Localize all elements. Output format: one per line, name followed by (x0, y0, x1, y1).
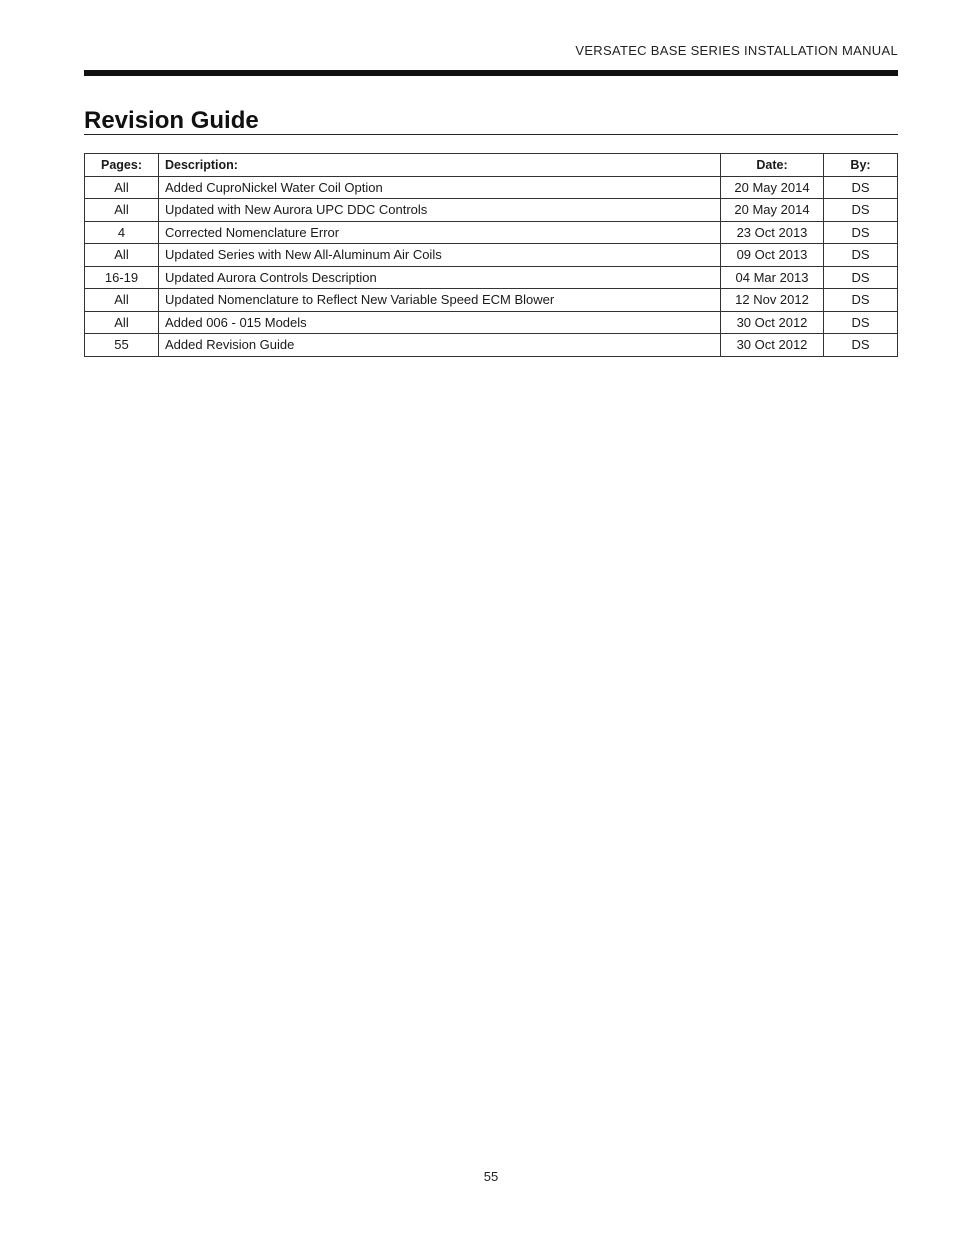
table-row (85, 244, 898, 267)
cell-pages: All (85, 311, 159, 334)
cell-by: DS (824, 176, 898, 199)
title-rule (84, 134, 898, 135)
cell-date: 20 May 2014 (721, 199, 824, 222)
cell-description: Updated Nomenclature to Reflect New Variable Speed ECM Blower (159, 289, 721, 312)
cell-description: Added CuproNickel Water Coil Option (159, 176, 721, 199)
cell-by: DS (824, 311, 898, 334)
cell-date: 30 Oct 2012 (721, 311, 824, 334)
column-header-date: Date: (721, 154, 824, 177)
cell-date: 09 Oct 2013 (721, 244, 824, 267)
cell-date: 04 Mar 2013 (721, 266, 824, 289)
cell-description: Added Revision Guide (159, 334, 721, 357)
cell-description: Updated with New Aurora UPC DDC Controls (159, 199, 721, 222)
cell-pages: All (85, 199, 159, 222)
cell-by: DS (824, 244, 898, 267)
table-header-row (85, 154, 898, 177)
cell-by: DS (824, 199, 898, 222)
table-row (85, 334, 898, 357)
cell-by: DS (824, 334, 898, 357)
page-number: 55 (483, 1169, 499, 1184)
cell-description: Added 006 - 015 Models (159, 311, 721, 334)
table-row (85, 311, 898, 334)
column-header-description: Description: (159, 154, 721, 177)
header-rule (84, 70, 898, 76)
running-header-title: VERSATEC BASE SERIES INSTALLATION MANUAL (575, 43, 898, 58)
revision-table (84, 153, 898, 357)
cell-date: 30 Oct 2012 (721, 334, 824, 357)
table-row (85, 176, 898, 199)
cell-by: DS (824, 221, 898, 244)
cell-date: 12 Nov 2012 (721, 289, 824, 312)
cell-pages: 4 (85, 221, 159, 244)
cell-by: DS (824, 289, 898, 312)
table-row (85, 221, 898, 244)
table-row (85, 289, 898, 312)
section-title: Revision Guide (84, 107, 259, 134)
table-row (85, 266, 898, 289)
cell-pages: 16-19 (85, 266, 159, 289)
cell-pages: All (85, 176, 159, 199)
cell-pages: 55 (85, 334, 159, 357)
cell-pages: All (85, 244, 159, 267)
cell-description: Updated Aurora Controls Description (159, 266, 721, 289)
cell-date: 23 Oct 2013 (721, 221, 824, 244)
cell-description: Corrected Nomenclature Error (159, 221, 721, 244)
cell-by: DS (824, 266, 898, 289)
cell-date: 20 May 2014 (721, 176, 824, 199)
column-header-pages: Pages: (85, 154, 159, 177)
cell-pages: All (85, 289, 159, 312)
table-row (85, 199, 898, 222)
cell-description: Updated Series with New All-Aluminum Air Coils (159, 244, 721, 267)
column-header-by: By: (824, 154, 898, 177)
